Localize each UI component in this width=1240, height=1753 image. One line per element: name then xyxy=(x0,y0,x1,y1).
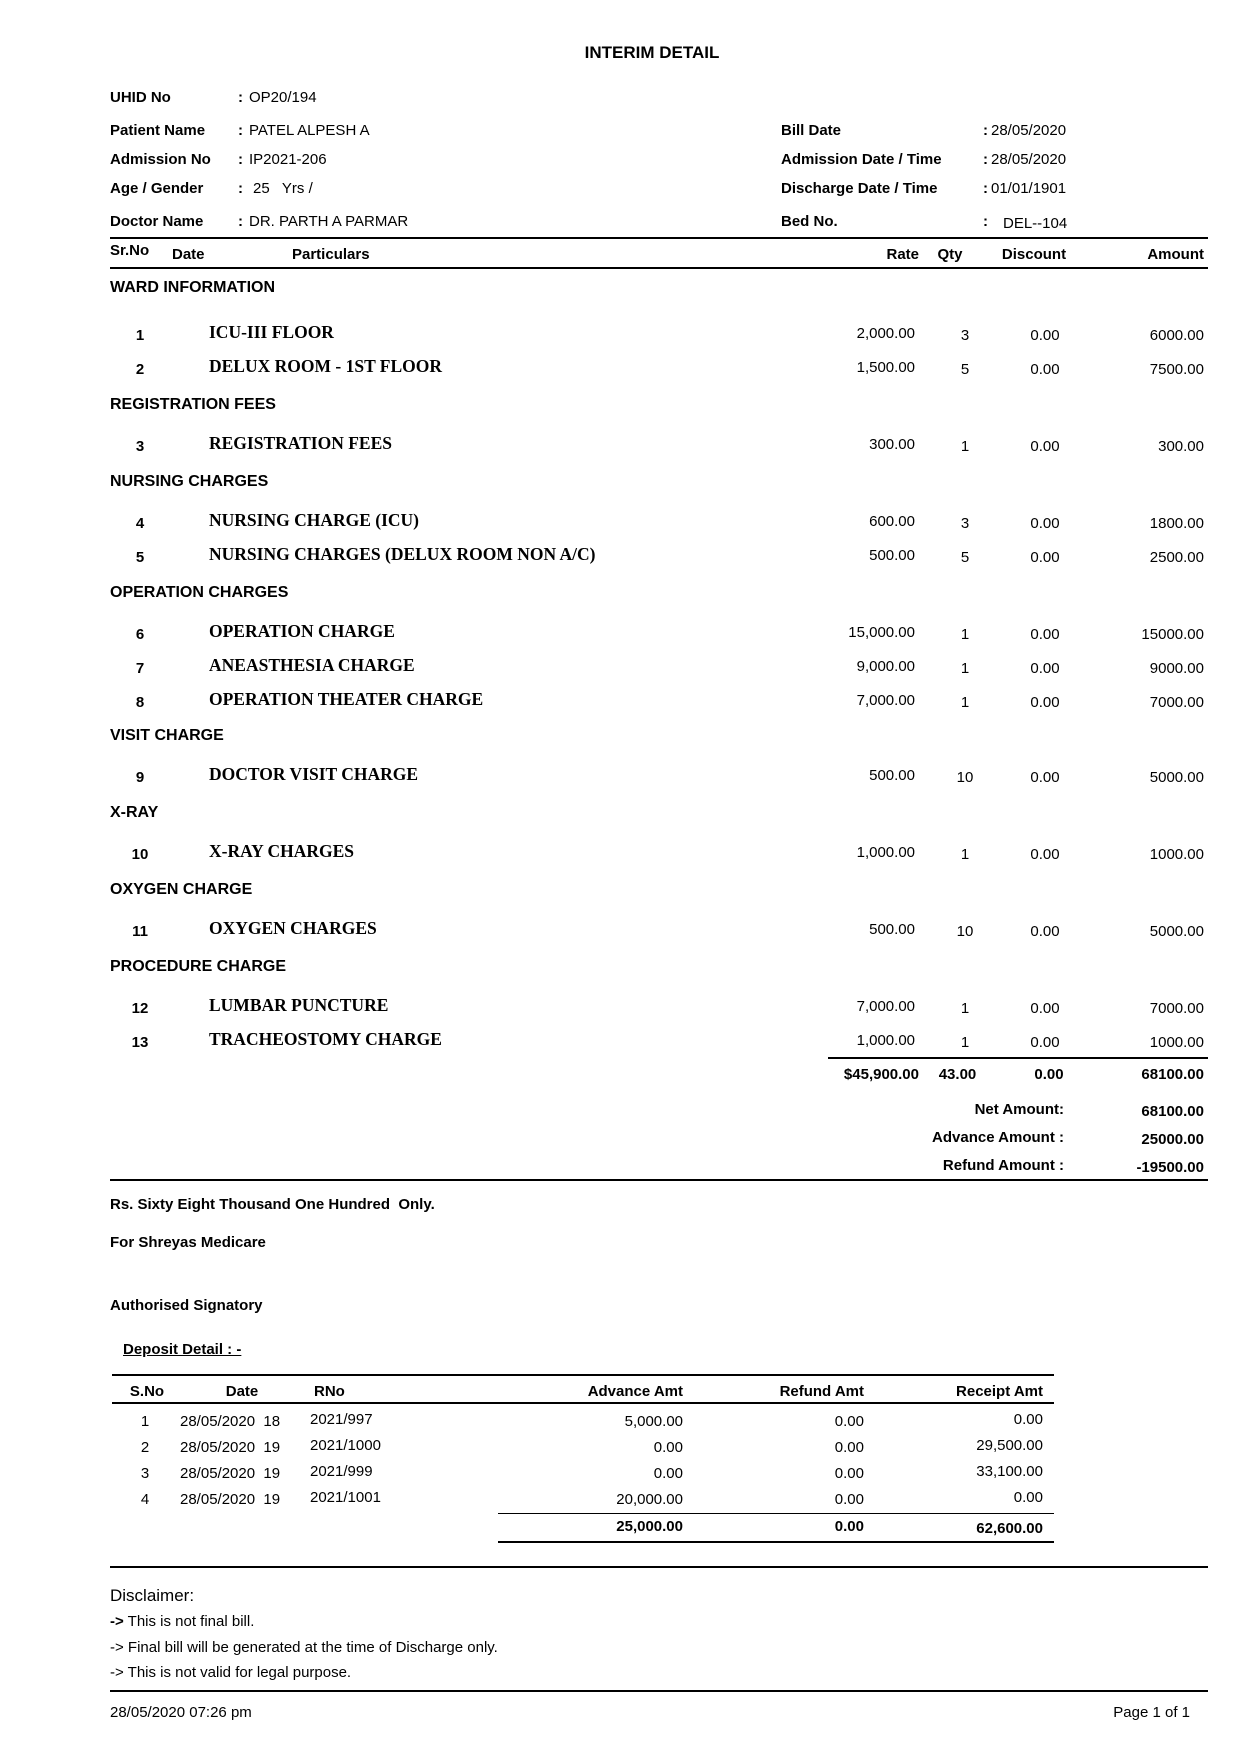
row-rate: 9,000.00 xyxy=(856,658,915,675)
amount-in-words: Rs. Sixty Eight Thousand One Hundred Only. xyxy=(110,1196,435,1213)
row-particular: X-RAY CHARGES xyxy=(209,841,355,861)
row-rate: 1,000.00 xyxy=(856,844,915,861)
dep-row-rno: 2021/1000 xyxy=(310,1437,381,1454)
category-heading: OXYGEN CHARGE xyxy=(110,881,253,898)
deposit-top-rule xyxy=(112,1374,1054,1376)
row-amount: 5000.00 xyxy=(1149,769,1204,786)
bed-no-value: DEL--104 xyxy=(1003,215,1068,232)
admission-no-value: IP2021-206 xyxy=(249,151,327,168)
row-qty: 1 xyxy=(960,660,970,677)
admission-date-colon: : xyxy=(983,151,988,168)
row-qty: 3 xyxy=(960,327,970,344)
dep-row-advance: 5,000.00 xyxy=(624,1413,683,1430)
uhid-label: UHID No xyxy=(110,89,171,106)
row-srno: 9 xyxy=(135,769,145,786)
row-qty: 1 xyxy=(960,1034,970,1051)
dep-row-date: 28/05/2020 19 xyxy=(180,1491,281,1508)
row-qty: 10 xyxy=(956,769,974,786)
row-particular: DELUX ROOM - 1ST FLOOR xyxy=(209,356,443,376)
col-amount: Amount xyxy=(1147,246,1204,263)
footer-page-number: Page 1 of 1 xyxy=(1113,1704,1190,1721)
category-heading: NURSING CHARGES xyxy=(110,473,269,490)
disclaimer-arrow: -> xyxy=(110,1613,124,1630)
dep-row-sno: 4 xyxy=(140,1491,150,1508)
row-qty: 1 xyxy=(960,438,970,455)
row-srno: 4 xyxy=(135,515,145,532)
category-heading: WARD INFORMATION xyxy=(110,279,276,296)
totals-rule xyxy=(828,1057,1208,1059)
dep-col-refund: Refund Amt xyxy=(779,1383,864,1400)
row-particular: OPERATION CHARGE xyxy=(209,621,395,641)
row-amount: 9000.00 xyxy=(1149,660,1204,677)
admission-date-label: Admission Date / Time xyxy=(781,151,942,168)
row-particular: REGISTRATION FEES xyxy=(209,433,392,453)
header-bottom-rule xyxy=(110,267,1208,269)
bill-date-colon: : xyxy=(983,122,988,139)
dep-row-advance: 0.00 xyxy=(653,1439,683,1456)
row-discount: 0.00 xyxy=(1030,1034,1060,1051)
dep-row-receipt: 29,500.00 xyxy=(976,1437,1043,1454)
row-srno: 13 xyxy=(131,1034,149,1051)
row-amount: 300.00 xyxy=(1158,438,1204,455)
net-amount-label: Net Amount: xyxy=(974,1101,1064,1118)
dep-row-refund: 0.00 xyxy=(834,1491,864,1508)
category-heading: OPERATION CHARGES xyxy=(110,584,289,601)
col-date: Date xyxy=(172,246,205,263)
refund-amount-value: -19500.00 xyxy=(1136,1159,1204,1176)
row-rate: 7,000.00 xyxy=(856,692,915,709)
row-particular: DOCTOR VISIT CHARGE xyxy=(209,764,419,784)
category-heading: X-RAY xyxy=(110,804,159,821)
footer-rule xyxy=(110,1690,1208,1692)
dep-row-refund: 0.00 xyxy=(834,1439,864,1456)
document-title: INTERIM DETAIL xyxy=(584,43,720,62)
dep-total-refund: 0.00 xyxy=(834,1518,864,1535)
row-srno: 10 xyxy=(131,846,149,863)
admission-date-value: 28/05/2020 xyxy=(991,151,1067,168)
age-gender-colon: : xyxy=(238,180,243,197)
total-rate: $45,900.00 xyxy=(843,1066,919,1083)
doctor-name-value: DR. PARTH A PARMAR xyxy=(249,213,409,230)
row-amount: 1000.00 xyxy=(1149,1034,1204,1051)
bed-no-colon: : xyxy=(983,213,988,230)
dep-row-sno: 1 xyxy=(140,1413,150,1430)
row-qty: 1 xyxy=(960,1000,970,1017)
refund-amount-label: Refund Amount : xyxy=(942,1157,1064,1174)
doctor-name-colon: : xyxy=(238,213,243,230)
summary-rule xyxy=(110,1179,1208,1181)
patient-name-label: Patient Name xyxy=(110,122,206,139)
row-qty: 10 xyxy=(956,923,974,940)
admission-no-colon: : xyxy=(238,151,243,168)
deposit-header-rule xyxy=(112,1402,1054,1404)
row-rate: 500.00 xyxy=(869,547,915,564)
row-rate: 15,000.00 xyxy=(848,624,915,641)
row-discount: 0.00 xyxy=(1030,515,1060,532)
row-amount: 1000.00 xyxy=(1149,846,1204,863)
row-srno: 5 xyxy=(135,549,145,566)
dep-row-receipt: 33,100.00 xyxy=(976,1463,1043,1480)
row-srno: 8 xyxy=(135,694,145,711)
total-amount: 68100.00 xyxy=(1141,1066,1204,1083)
dep-total-advance: 25,000.00 xyxy=(616,1518,683,1535)
row-particular: NURSING CHARGES (DELUX ROOM NON A/C) xyxy=(209,544,596,564)
admission-no-label: Admission No xyxy=(110,151,211,168)
dep-col-date: Date xyxy=(225,1383,259,1400)
row-qty: 5 xyxy=(960,361,970,378)
row-srno: 12 xyxy=(131,1000,149,1017)
row-discount: 0.00 xyxy=(1030,694,1060,711)
row-amount: 5000.00 xyxy=(1149,923,1204,940)
total-qty: 43.00 xyxy=(938,1066,977,1083)
col-discount: Discount xyxy=(1001,246,1067,263)
age-gender-label: Age / Gender xyxy=(110,180,204,197)
row-discount: 0.00 xyxy=(1030,626,1060,643)
dep-col-advance: Advance Amt xyxy=(587,1383,683,1400)
dep-row-rno: 2021/997 xyxy=(310,1411,373,1428)
category-heading: VISIT CHARGE xyxy=(110,727,224,744)
row-qty: 1 xyxy=(960,846,970,863)
doctor-name-label: Doctor Name xyxy=(110,213,204,230)
dep-row-sno: 3 xyxy=(140,1465,150,1482)
dep-row-date: 28/05/2020 18 xyxy=(180,1413,281,1430)
deposit-heading: Deposit Detail : - xyxy=(123,1341,242,1358)
disclaimer-title: Disclaimer: xyxy=(110,1586,195,1605)
disclaimer-top-rule xyxy=(110,1566,1208,1568)
row-srno: 1 xyxy=(135,327,145,344)
row-particular: OXYGEN CHARGES xyxy=(209,918,377,938)
footer-timestamp: 28/05/2020 07:26 pm xyxy=(110,1704,252,1721)
row-discount: 0.00 xyxy=(1030,549,1060,566)
col-qty: Qty xyxy=(937,246,963,263)
row-discount: 0.00 xyxy=(1030,361,1060,378)
discharge-date-colon: : xyxy=(983,180,988,197)
row-discount: 0.00 xyxy=(1030,438,1060,455)
disclaimer-line-3: -> This is not valid for legal purpose. xyxy=(110,1664,352,1681)
row-particular: OPERATION THEATER CHARGE xyxy=(209,689,484,709)
row-rate: 1,500.00 xyxy=(856,359,915,376)
row-qty: 1 xyxy=(960,694,970,711)
patient-name-colon: : xyxy=(238,122,243,139)
row-rate: 300.00 xyxy=(869,436,915,453)
patient-name-value: PATEL ALPESH A xyxy=(249,122,370,139)
row-rate: 600.00 xyxy=(869,513,915,530)
dep-row-rno: 2021/999 xyxy=(310,1463,373,1480)
row-rate: 500.00 xyxy=(869,767,915,784)
dep-row-date: 28/05/2020 19 xyxy=(180,1439,281,1456)
row-discount: 0.00 xyxy=(1030,1000,1060,1017)
dep-row-date: 28/05/2020 19 xyxy=(180,1465,281,1482)
row-rate: 7,000.00 xyxy=(856,998,915,1015)
row-rate: 500.00 xyxy=(869,921,915,938)
for-organization: For Shreyas Medicare xyxy=(110,1234,266,1251)
discharge-date-label: Discharge Date / Time xyxy=(781,180,938,197)
discharge-date-value: 01/01/1901 xyxy=(991,180,1067,197)
advance-amount-value: 25000.00 xyxy=(1141,1131,1204,1148)
uhid-colon: : xyxy=(238,89,243,106)
bill-date-value: 28/05/2020 xyxy=(991,122,1067,139)
dep-row-receipt: 0.00 xyxy=(1013,1489,1043,1506)
row-amount: 6000.00 xyxy=(1149,327,1204,344)
row-qty: 5 xyxy=(960,549,970,566)
dep-col-rno: RNo xyxy=(314,1383,345,1400)
dep-row-refund: 0.00 xyxy=(834,1413,864,1430)
deposit-totals-top-rule xyxy=(498,1513,1054,1514)
advance-amount-label: Advance Amount : xyxy=(932,1129,1064,1146)
category-heading: PROCEDURE CHARGE xyxy=(110,958,287,975)
bill-date-label: Bill Date xyxy=(781,122,842,139)
row-srno: 3 xyxy=(135,438,145,455)
dep-col-sno: S.No xyxy=(129,1383,165,1400)
row-srno: 11 xyxy=(132,923,148,940)
dep-row-advance: 20,000.00 xyxy=(616,1491,683,1508)
deposit-totals-bottom-rule xyxy=(498,1541,1054,1543)
row-rate: 2,000.00 xyxy=(856,325,915,342)
disclaimer-line-2: -> Final bill will be generated at the time of Discharge only. xyxy=(110,1639,498,1656)
row-amount: 7000.00 xyxy=(1149,694,1204,711)
col-srno: Sr.No xyxy=(110,242,150,259)
row-srno: 2 xyxy=(135,361,145,378)
col-rate: Rate xyxy=(886,246,919,263)
row-amount: 7500.00 xyxy=(1149,361,1204,378)
bed-no-label: Bed No. xyxy=(781,213,838,230)
age-gender-value: 25 Yrs / xyxy=(253,180,313,197)
dep-total-receipt: 62,600.00 xyxy=(976,1520,1043,1537)
row-rate: 1,000.00 xyxy=(856,1032,915,1049)
row-particular: ICU-III FLOOR xyxy=(209,322,334,342)
uhid-value: OP20/194 xyxy=(249,89,317,106)
dep-row-rno: 2021/1001 xyxy=(310,1489,381,1506)
row-discount: 0.00 xyxy=(1030,327,1060,344)
row-amount: 2500.00 xyxy=(1149,549,1204,566)
dep-row-refund: 0.00 xyxy=(834,1465,864,1482)
row-particular: NURSING CHARGE (ICU) xyxy=(209,510,420,530)
row-particular: TRACHEOSTOMY CHARGE xyxy=(209,1029,442,1049)
dep-row-advance: 0.00 xyxy=(653,1465,683,1482)
row-amount: 7000.00 xyxy=(1149,1000,1204,1017)
row-discount: 0.00 xyxy=(1030,769,1060,786)
row-discount: 0.00 xyxy=(1030,923,1060,940)
net-amount-value: 68100.00 xyxy=(1141,1103,1204,1120)
row-discount: 0.00 xyxy=(1030,660,1060,677)
category-heading: REGISTRATION FEES xyxy=(110,396,276,413)
row-particular: LUMBAR PUNCTURE xyxy=(209,995,389,1015)
row-srno: 6 xyxy=(135,626,145,643)
row-qty: 1 xyxy=(960,626,970,643)
row-amount: 1800.00 xyxy=(1149,515,1204,532)
disclaimer-line-1 xyxy=(110,1613,254,1630)
dep-row-sno: 2 xyxy=(140,1439,150,1456)
header-top-rule xyxy=(110,237,1208,239)
col-particulars: Particulars xyxy=(292,246,370,263)
total-discount: 0.00 xyxy=(1034,1066,1064,1083)
row-srno: 7 xyxy=(135,660,145,677)
disclaimer-line-1-text: This is not final bill. xyxy=(123,1613,255,1630)
dep-row-receipt: 0.00 xyxy=(1013,1411,1043,1428)
row-discount: 0.00 xyxy=(1030,846,1060,863)
dep-col-receipt: Receipt Amt xyxy=(956,1383,1043,1400)
row-qty: 3 xyxy=(960,515,970,532)
row-particular: ANEASTHESIA CHARGE xyxy=(209,655,415,675)
row-amount: 15000.00 xyxy=(1141,626,1204,643)
authorised-signatory: Authorised Signatory xyxy=(110,1297,263,1314)
